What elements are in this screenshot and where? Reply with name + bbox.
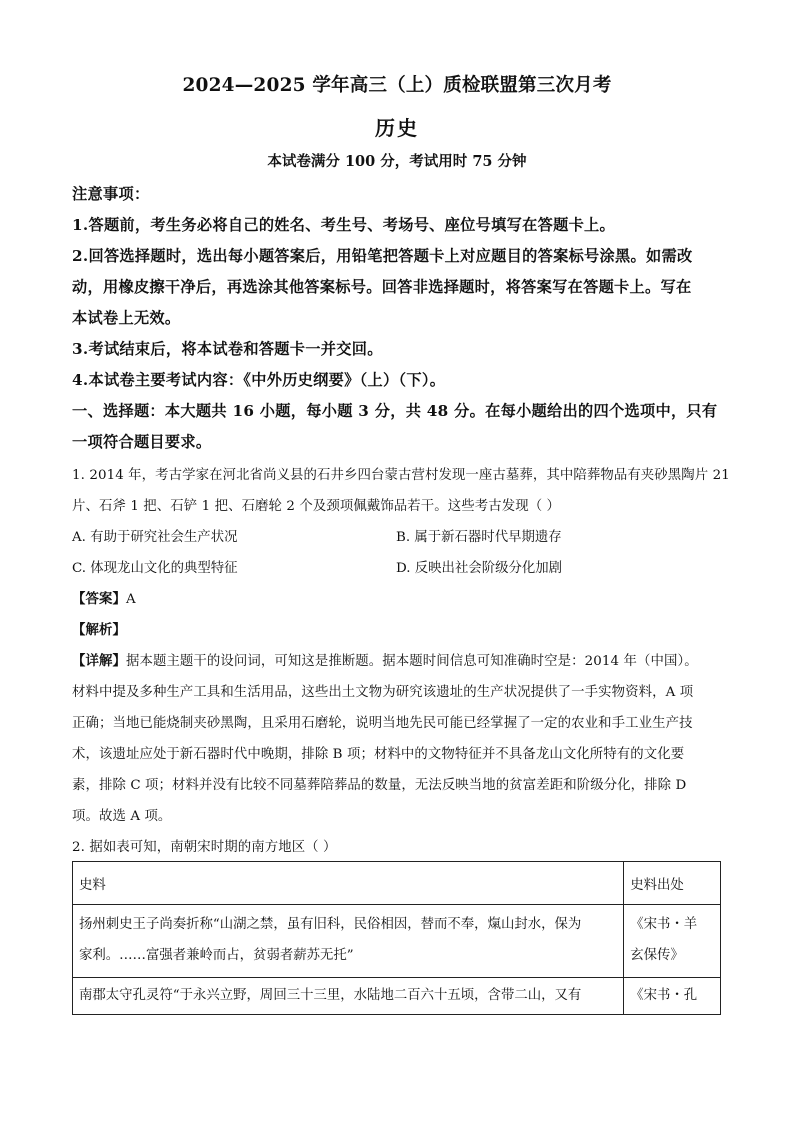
analysis-tag: 【解析】 xyxy=(72,622,126,638)
section-heading-line-1: 一、选择题：本大题共 16 小题，每小题 3 分，共 48 分。在每小题给出的四个选项中，只有 xyxy=(72,402,718,420)
note-1: 1.答题前，考生务必将自己的姓名、考生号、考场号、座位号填写在答题卡上。 xyxy=(72,216,616,234)
note-3: 3.考试结束后，将本试卷和答题卡一并交回。 xyxy=(72,340,383,358)
q2-stem: 2. 据如表可知，南朝宋时期的南方地区（ ） xyxy=(72,840,337,855)
note-2-line-1: 2.回答选择题时，选出每小题答案后，用铅笔把答题卡上对应题目的答案标号涂黑。如需改 xyxy=(72,247,693,265)
table-row xyxy=(73,978,721,1015)
q1-option-c: C. 体现龙山文化的典型特征 xyxy=(72,561,238,576)
q1-detail-line-5: 素，排除 C 项；材料并没有比较不同墓葬陪葬品的数量，无法反映当地的贫富差距和阶级分化，排除 D xyxy=(72,778,687,793)
detail-text-1: 据本题主题干的设问词，可知这是推断题。据本题时间信息可知准确时空是：2014 年（中国）。 xyxy=(125,654,698,669)
note-4: 4.本试卷主要考试内容：《中外历史纲要》（上）（下）。 xyxy=(72,371,446,389)
table-header-row xyxy=(73,862,721,905)
q1-option-b: B. 属于新石器时代早期遗存 xyxy=(396,530,562,545)
q1-analysis xyxy=(72,619,724,638)
q1-detail-line-2: 材料中提及多种生产工具和生活用品，这些出土文物为研究该遗址的生产状况提供了一手实物资料，A 项 xyxy=(72,685,694,700)
q1-detail-line-3: 正确；当地已能烧制夹砂黑陶，且采用石磨轮，说明当地先民可能已经掌握了一定的农业和手工业生产技 xyxy=(72,716,693,731)
answer-tag: 【答案】 xyxy=(72,591,126,607)
q2-table xyxy=(72,861,721,1015)
answer-value: A xyxy=(125,592,136,607)
row1-source xyxy=(624,905,721,978)
header-source: 史料出处 xyxy=(624,862,721,905)
q1-detail-line-1 xyxy=(72,650,724,669)
q1-stem-line-1: 1. 2014 年，考古学家在河北省尚义县的石井乡四台蒙古营村发现一座古墓葬，其中陪葬物品有夹砂黑陶片 21 xyxy=(72,468,730,483)
row1-material-line-2: 家利。……富强者兼岭而占，贫弱者薪苏无托” xyxy=(79,948,354,963)
table-row xyxy=(73,905,721,978)
row2-material: 南郡太守孔灵符“于永兴立野，周回三十三里，水陆地二百六十五顷，含带二山，又有 xyxy=(73,978,624,1015)
q1-detail-line-6: 项。故选 A 项。 xyxy=(72,809,172,824)
q1-detail-line-4: 术，该遗址应处于新石器时代中晚期，排除 B 项；材料中的文物特征并不具备龙山文化所特有的文化要 xyxy=(72,747,685,762)
q1-stem-line-2: 片、石斧 1 把、石铲 1 把、石磨轮 2 个及颈项佩戴饰品若干。这些考古发现（ ） xyxy=(72,499,561,514)
note-2-line-2: 动，用橡皮擦干净后，再选涂其他答案标号。回答非选择题时，将答案写在答题卡上。写在 xyxy=(72,278,692,296)
row1-source-line-2: 玄保传》 xyxy=(630,948,684,963)
q1-option-d: D. 反映出社会阶级分化加剧 xyxy=(396,561,563,576)
q1-option-a: A. 有助于研究社会生产状况 xyxy=(72,530,238,545)
row1-source-line-1: 《宋书・羊 xyxy=(630,917,698,932)
row2-source: 《宋书・孔 xyxy=(624,978,721,1015)
exam-title: 2024—2025 学年高三（上）质检联盟第三次月考 xyxy=(182,75,612,96)
detail-tag: 【详解】 xyxy=(72,653,126,669)
header-material: 史料 xyxy=(73,862,624,905)
section-heading-line-2: 一项符合题目要求。 xyxy=(72,433,212,451)
note-2-line-3: 本试卷上无效。 xyxy=(72,309,181,327)
exam-meta: 本试卷满分 100 分，考试用时 75 分钟 xyxy=(267,153,527,170)
subject-title: 历史 xyxy=(375,116,419,140)
q1-answer xyxy=(72,588,724,607)
row1-material-line-1: 扬州刺史王子尚奏折称“山湖之禁，虽有旧科，民俗相因，替而不奉，熂山封水，保为 xyxy=(79,917,582,932)
row1-material xyxy=(73,905,624,978)
notes-heading: 注意事项： xyxy=(72,185,150,203)
